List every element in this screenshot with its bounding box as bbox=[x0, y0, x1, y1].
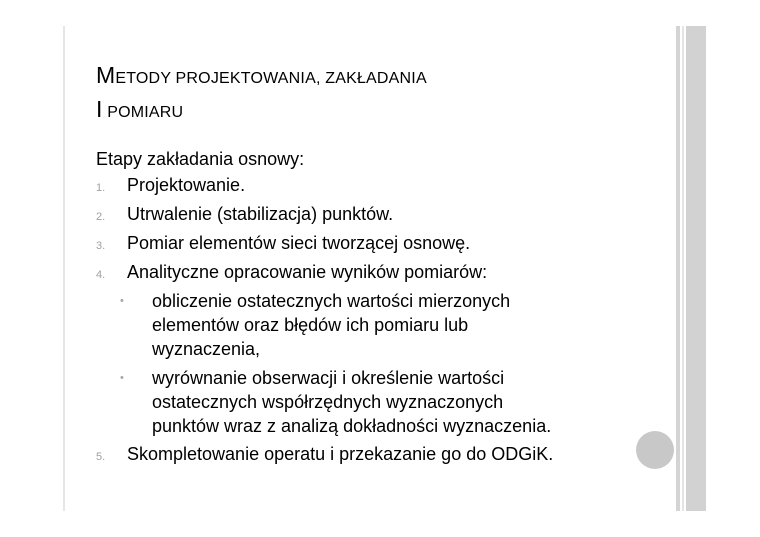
text-line: obliczenie ostatecznych wartości mierzonych bbox=[152, 291, 511, 311]
left-divider bbox=[63, 26, 65, 511]
list-number: 5. bbox=[96, 451, 106, 463]
right-border-stripe bbox=[686, 26, 706, 511]
decorative-circle bbox=[636, 431, 674, 469]
bullet-icon: • bbox=[120, 372, 124, 384]
list-number: 1. bbox=[96, 182, 106, 194]
slide-title-line: I POMIARU bbox=[96, 96, 184, 122]
text-line: ostatecznych współrzędnych wyznaczonych bbox=[152, 392, 504, 412]
sub-list-item-text bbox=[152, 366, 632, 438]
list-number: 2. bbox=[96, 211, 106, 223]
text-line: wyznaczenia, bbox=[152, 339, 261, 359]
slide-title bbox=[96, 60, 656, 128]
text-line: wyrównanie obserwacji i określenie wartości bbox=[152, 368, 505, 388]
text-line: elementów oraz błędów ich pomiaru lub bbox=[152, 315, 469, 335]
slide-title-line: METODY PROJEKTOWANIA, ZAKŁADANIA bbox=[96, 62, 427, 88]
list-item-text: Skompletowanie operatu i przekazanie go do ODGiK. bbox=[127, 444, 554, 464]
right-border-stripe bbox=[676, 26, 680, 511]
intro-text: Etapy zakładania osnowy: bbox=[96, 149, 305, 169]
list-item-text: Projektowanie. bbox=[127, 175, 246, 195]
list-item-text: Analityczne opracowanie wyników pomiarów: bbox=[127, 262, 488, 282]
list-item-text: Utrwalenie (stabilizacja) punktów. bbox=[127, 204, 394, 224]
list-number: 4. bbox=[96, 269, 106, 281]
right-border-stripe bbox=[682, 26, 684, 511]
list-number: 3. bbox=[96, 240, 106, 252]
bullet-icon: • bbox=[120, 295, 124, 307]
text-line: punktów wraz z analizą dokładności wyznaczenia. bbox=[152, 416, 552, 436]
list-item-text: Pomiar elementów sieci tworzącej osnowę. bbox=[127, 233, 471, 253]
sub-list-item-text bbox=[152, 289, 632, 361]
